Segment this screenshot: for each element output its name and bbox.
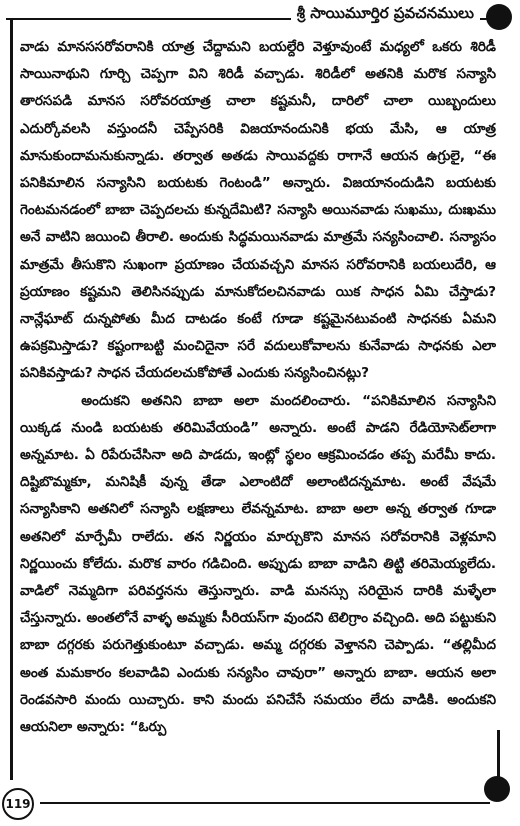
- paragraph-2: అందుకని అతనిని బాబా అలా మందలించారు. “పనికిమాలిన సన్యాసిని యిక్కడ నుండి బయటకు తరిమివేయండి” అన్నారు. అంటే పాడని రేడియోసెట్‌లాగా అన్నమాట. ఏ రిపేరుచేసినా అది పాడదు, ఇంట్లో స్థలం ఆక్రమించడం తప్ప మరేమీ కాదు. దిష్టిబొమ్మకూ, మనిషికీ వున్న తేడా ఎలాంటిదో అలాంటిదన్నమాట. అంటే వేషమే సన్యాసికాని అతనిలో సన్యాసి లక్షణాలు లేవన్నమాట. బాబా అలా అన్న తర్వాత గూడా అతనిలో మార్పేమీ రాలేదు. తన నిర్ణయం మార్చుకొని మానస సరోవరానికి వెళ్లమాని నిర్ణయించు కోలేదు. మరొక వారం గడిచింది. అప్పుడు బాబా వాడిని తిట్టి తరిమెయ్యలేదు. వాడిలో నెమ్మదిగా పరివర్తనను తెస్తున్నారు. వాడి మనస్సు సరియైన దారికి మళ్ళేలా చేస్తున్నారు. అంతలోనే వాళ్ళ అమ్మకు సీరియస్‌గా వుందని టెలిగ్రాం వచ్చింది. అది పట్టుకుని బాబా దగ్గరకు పరుగెత్తుకుంటూ వచ్చాడు. అమ్మ దగ్గరకు వెళ్తానని చెప్పాడు. “తల్లిమీద అంత మమకారం కలవాడివి ఎందుకు సన్యసిం చావురా” అన్నారు బాబా. ఆయన అలా రెండవసారి మందు యిచ్చారు. కాని మందు పనిచేసే సమయం లేదు వాడికి. అందుకని ఆయనిలా అన్నారు: “ఓర్పు: [20, 392, 496, 736]
- corner-dot-bottom: [484, 776, 510, 802]
- corner-dot-top: [486, 4, 512, 30]
- page-header: [0, 0, 520, 30]
- left-border-rule: [10, 18, 13, 780]
- paragraph-1: వాడు మానససరోవరానికి యాత్ర చేద్దామని బయల్దేరి వెళ్తూవుంటే మధ్యలో ఒకరు శిరిడీ సాయినాథుని గూర్చి చెప్పగా విని శిరిడీ వచ్చాడు. శిరిడీలో అతనికి మరొక సన్యాసి తారసపడి మానస సరోవరయాత్ర చాలా కష్టమనీ, దారిలో చాలా యిబ్బందులు ఎదుర్కోవలసి వస్తుందనీ చెప్పేసరికి విజయానందునికి భయ మేసి, ఆ యాత్ర మానుకుందామనుకున్నాడు. తర్వాత అతడు సాయివద్దకు రాగానే ఆయన ఉగ్రులై, “ఈ పనికిమాలిన సన్యాసిని బయటకు గెంటండి” అన్నారు. విజయానందుడిని బయటకు గెంటమనడంలో బాబా చెప్పదలచు కున్నదేమిటి? సన్యాసి అయినవాడు సుఖము, దుఃఖము అనే వాటిని జయించి తీరాలి. అందుకు సిద్ధమయినవాడు మాత్రమే సన్యసించాలి. సన్యాసం మాత్రమే తీసుకొని సుఖంగా ప్రయాణం చేయవచ్చని మానస సరోవరానికి బయలుదేరి, ఆ ప్రయాణం కష్టమని తెలిసినప్పుడు మానుకోదలచినవాడు యిక సాధన ఏమి చేస్తాడు? నాన్లేఘాట్ దున్నపోతు మీద దాటడం కంటే గూడా కష్టమైనటువంటి సాధనకు ఏమని ఉపక్రమిస్తాడు? కష్టంగాబట్టి మంచిదైనా సరే వదులుకోవాలను కునేవాడు సాధనకు ఎలా పనికివస్తాడు? సాధన చేయదలచుకోపోతే ఎందుకు సన్యసించినట్లు?: [20, 39, 496, 382]
- body-text: [20, 34, 496, 741]
- footer-rule: [40, 802, 490, 804]
- page-number: 119: [2, 788, 34, 820]
- running-title: శ్రీ సాయిమూర్తిర ప్రవచనములు: [291, 2, 480, 24]
